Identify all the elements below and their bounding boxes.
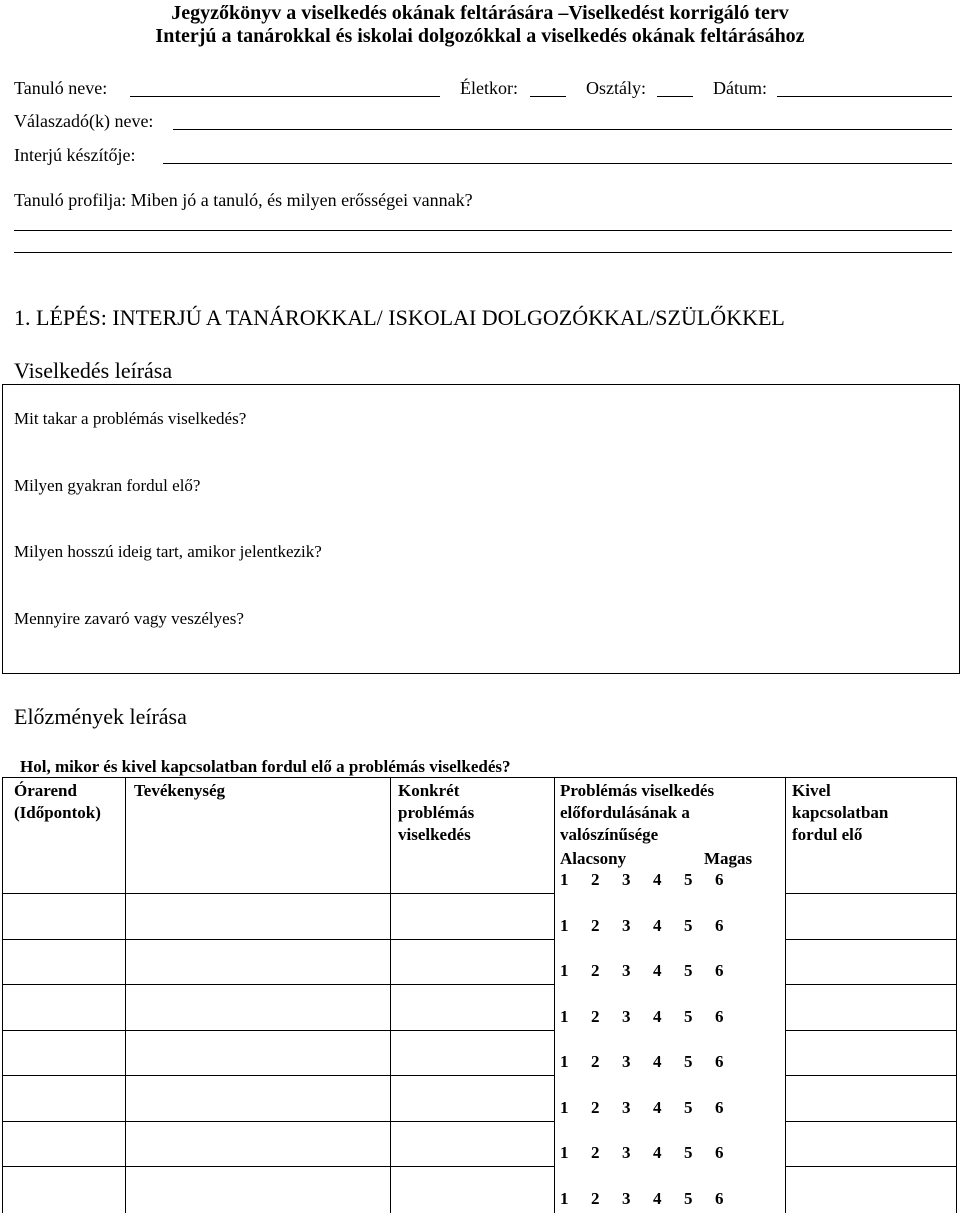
header-activity: Tevékenység bbox=[134, 781, 225, 800]
scale-option-5[interactable]: 5 bbox=[684, 916, 693, 935]
scale-option-1[interactable]: 1 bbox=[560, 1052, 569, 1071]
scale-option-3[interactable]: 3 bbox=[622, 1098, 631, 1117]
scale-option-1[interactable]: 1 bbox=[560, 961, 569, 980]
table-row-separator bbox=[785, 1075, 956, 1076]
table-row-separator bbox=[2, 1121, 554, 1122]
class-field[interactable] bbox=[657, 96, 693, 97]
scale-option-4[interactable]: 4 bbox=[653, 1189, 662, 1208]
table-row-separator bbox=[785, 939, 956, 940]
behavior-question-4: Mennyire zavaró vagy veszélyes? bbox=[14, 609, 244, 628]
age-field[interactable] bbox=[530, 96, 566, 97]
table-col-divider-4 bbox=[785, 777, 786, 1213]
scale-option-6[interactable]: 6 bbox=[715, 916, 724, 935]
table-row-separator bbox=[2, 1075, 554, 1076]
student-name-label: Tanuló neve: bbox=[14, 78, 108, 98]
behavior-question-2: Milyen gyakran fordul elő? bbox=[14, 476, 201, 495]
date-label: Dátum: bbox=[713, 78, 767, 98]
scale-option-2[interactable]: 2 bbox=[591, 1143, 600, 1162]
interviewer-field[interactable] bbox=[163, 163, 952, 164]
scale-option-3[interactable]: 3 bbox=[622, 961, 631, 980]
scale-option-3[interactable]: 3 bbox=[622, 1143, 631, 1162]
scale-option-6[interactable]: 6 bbox=[715, 961, 724, 980]
table-row-separator bbox=[785, 893, 956, 894]
scale-option-5[interactable]: 5 bbox=[684, 870, 693, 889]
table-right-border bbox=[956, 777, 957, 1213]
table-row-separator bbox=[785, 1030, 956, 1031]
step1-heading: 1. LÉPÉS: INTERJÚ A TANÁROKKAL/ ISKOLAI DOLGOZÓKKAL/SZÜLŐKKEL bbox=[14, 305, 785, 330]
behavior-question-3: Milyen hosszú ideig tart, amikor jelentkezik? bbox=[14, 542, 322, 561]
scale-option-6[interactable]: 6 bbox=[715, 1189, 724, 1208]
date-field[interactable] bbox=[777, 96, 952, 97]
scale-option-4[interactable]: 4 bbox=[653, 916, 662, 935]
scale-option-4[interactable]: 4 bbox=[653, 961, 662, 980]
table-row-separator bbox=[2, 939, 554, 940]
table-col-divider-3 bbox=[554, 777, 555, 1213]
scale-option-2[interactable]: 2 bbox=[591, 1007, 600, 1026]
table-top-border bbox=[2, 777, 956, 778]
student-profile-label: Tanuló profilja: Miben jó a tanuló, és milyen erősségei vannak? bbox=[14, 190, 473, 210]
scale-option-6[interactable]: 6 bbox=[715, 1143, 724, 1162]
likelihood-scale bbox=[560, 1007, 724, 1027]
behavior-question-1: Mit takar a problémás viselkedés? bbox=[14, 409, 247, 428]
interviewer-label: Interjú készítője: bbox=[14, 145, 136, 165]
scale-option-2[interactable]: 2 bbox=[591, 1189, 600, 1208]
likelihood-scale bbox=[560, 870, 724, 890]
table-row-separator bbox=[785, 1121, 956, 1122]
scale-option-6[interactable]: 6 bbox=[715, 870, 724, 889]
table-row-separator bbox=[2, 893, 554, 894]
scale-option-5[interactable]: 5 bbox=[684, 1143, 693, 1162]
scale-option-4[interactable]: 4 bbox=[653, 1098, 662, 1117]
profile-line-2[interactable] bbox=[14, 252, 952, 253]
scale-option-1[interactable]: 1 bbox=[560, 1143, 569, 1162]
table-left-border bbox=[2, 777, 3, 1213]
scale-option-1[interactable]: 1 bbox=[560, 1007, 569, 1026]
scale-option-4[interactable]: 4 bbox=[653, 1143, 662, 1162]
scale-option-2[interactable]: 2 bbox=[591, 916, 600, 935]
scale-option-4[interactable]: 4 bbox=[653, 870, 662, 889]
scale-option-6[interactable]: 6 bbox=[715, 1007, 724, 1026]
scale-option-4[interactable]: 4 bbox=[653, 1007, 662, 1026]
student-name-field[interactable] bbox=[130, 96, 440, 97]
header-schedule: Órarend (Időpontok) bbox=[14, 781, 101, 822]
scale-option-3[interactable]: 3 bbox=[622, 870, 631, 889]
likelihood-scale bbox=[560, 1143, 724, 1163]
scale-option-6[interactable]: 6 bbox=[715, 1052, 724, 1071]
scale-option-2[interactable]: 2 bbox=[591, 961, 600, 980]
scale-option-5[interactable]: 5 bbox=[684, 1189, 693, 1208]
scale-option-5[interactable]: 5 bbox=[684, 961, 693, 980]
table-col-divider-1 bbox=[125, 777, 126, 1213]
scale-option-1[interactable]: 1 bbox=[560, 1189, 569, 1208]
scale-option-1[interactable]: 1 bbox=[560, 1098, 569, 1117]
likelihood-scale bbox=[560, 916, 724, 936]
table-col-divider-2 bbox=[390, 777, 391, 1213]
scale-option-5[interactable]: 5 bbox=[684, 1098, 693, 1117]
table-row-separator bbox=[2, 1030, 554, 1031]
scale-low-label: Alacsony bbox=[560, 849, 627, 868]
likelihood-scale bbox=[560, 1189, 724, 1209]
document-title-line1: Jegyzőkönyv a viselkedés okának feltárására –Viselkedést korrigáló terv bbox=[171, 2, 789, 24]
antecedents-heading: Előzmények leírása bbox=[14, 704, 187, 729]
class-label: Osztály: bbox=[586, 78, 646, 98]
scale-option-1[interactable]: 1 bbox=[560, 916, 569, 935]
scale-option-2[interactable]: 2 bbox=[591, 1098, 600, 1117]
antecedents-question: Hol, mikor és kivel kapcsolatban fordul elő a problémás viselkedés? bbox=[20, 757, 511, 776]
header-likelihood: Problémás viselkedés előfordulásának a valószínűsége bbox=[560, 781, 715, 844]
scale-option-6[interactable]: 6 bbox=[715, 1098, 724, 1117]
scale-option-3[interactable]: 3 bbox=[622, 1007, 631, 1026]
scale-option-5[interactable]: 5 bbox=[684, 1007, 693, 1026]
age-label: Életkor: bbox=[460, 78, 518, 98]
scale-option-3[interactable]: 3 bbox=[622, 1189, 631, 1208]
respondent-field[interactable] bbox=[173, 129, 952, 130]
scale-option-4[interactable]: 4 bbox=[653, 1052, 662, 1071]
table-row-separator bbox=[2, 1166, 554, 1167]
scale-option-2[interactable]: 2 bbox=[591, 1052, 600, 1071]
header-with-whom: Kivel kapcsolatban fordul elő bbox=[792, 781, 889, 844]
table-row-separator bbox=[2, 984, 554, 985]
scale-high-label: Magas bbox=[704, 849, 753, 868]
table-row-separator bbox=[785, 984, 956, 985]
behavior-heading: Viselkedés leírása bbox=[14, 358, 173, 383]
scale-option-5[interactable]: 5 bbox=[684, 1052, 693, 1071]
profile-line-1[interactable] bbox=[14, 230, 952, 231]
scale-option-2[interactable]: 2 bbox=[591, 870, 600, 889]
table-row-separator bbox=[785, 1166, 956, 1167]
respondent-label: Válaszadó(k) neve: bbox=[14, 111, 154, 131]
scale-option-3[interactable]: 3 bbox=[622, 1052, 631, 1071]
likelihood-scale bbox=[560, 961, 724, 981]
likelihood-scale bbox=[560, 1052, 724, 1072]
document-title-line2: Interjú a tanárokkal és iskolai dolgozókkal a viselkedés okának feltárásához bbox=[155, 25, 805, 47]
scale-option-1[interactable]: 1 bbox=[560, 870, 569, 889]
likelihood-scale bbox=[560, 1098, 724, 1118]
scale-option-3[interactable]: 3 bbox=[622, 916, 631, 935]
header-behavior: Konkrét problémás viselkedés bbox=[398, 781, 475, 844]
